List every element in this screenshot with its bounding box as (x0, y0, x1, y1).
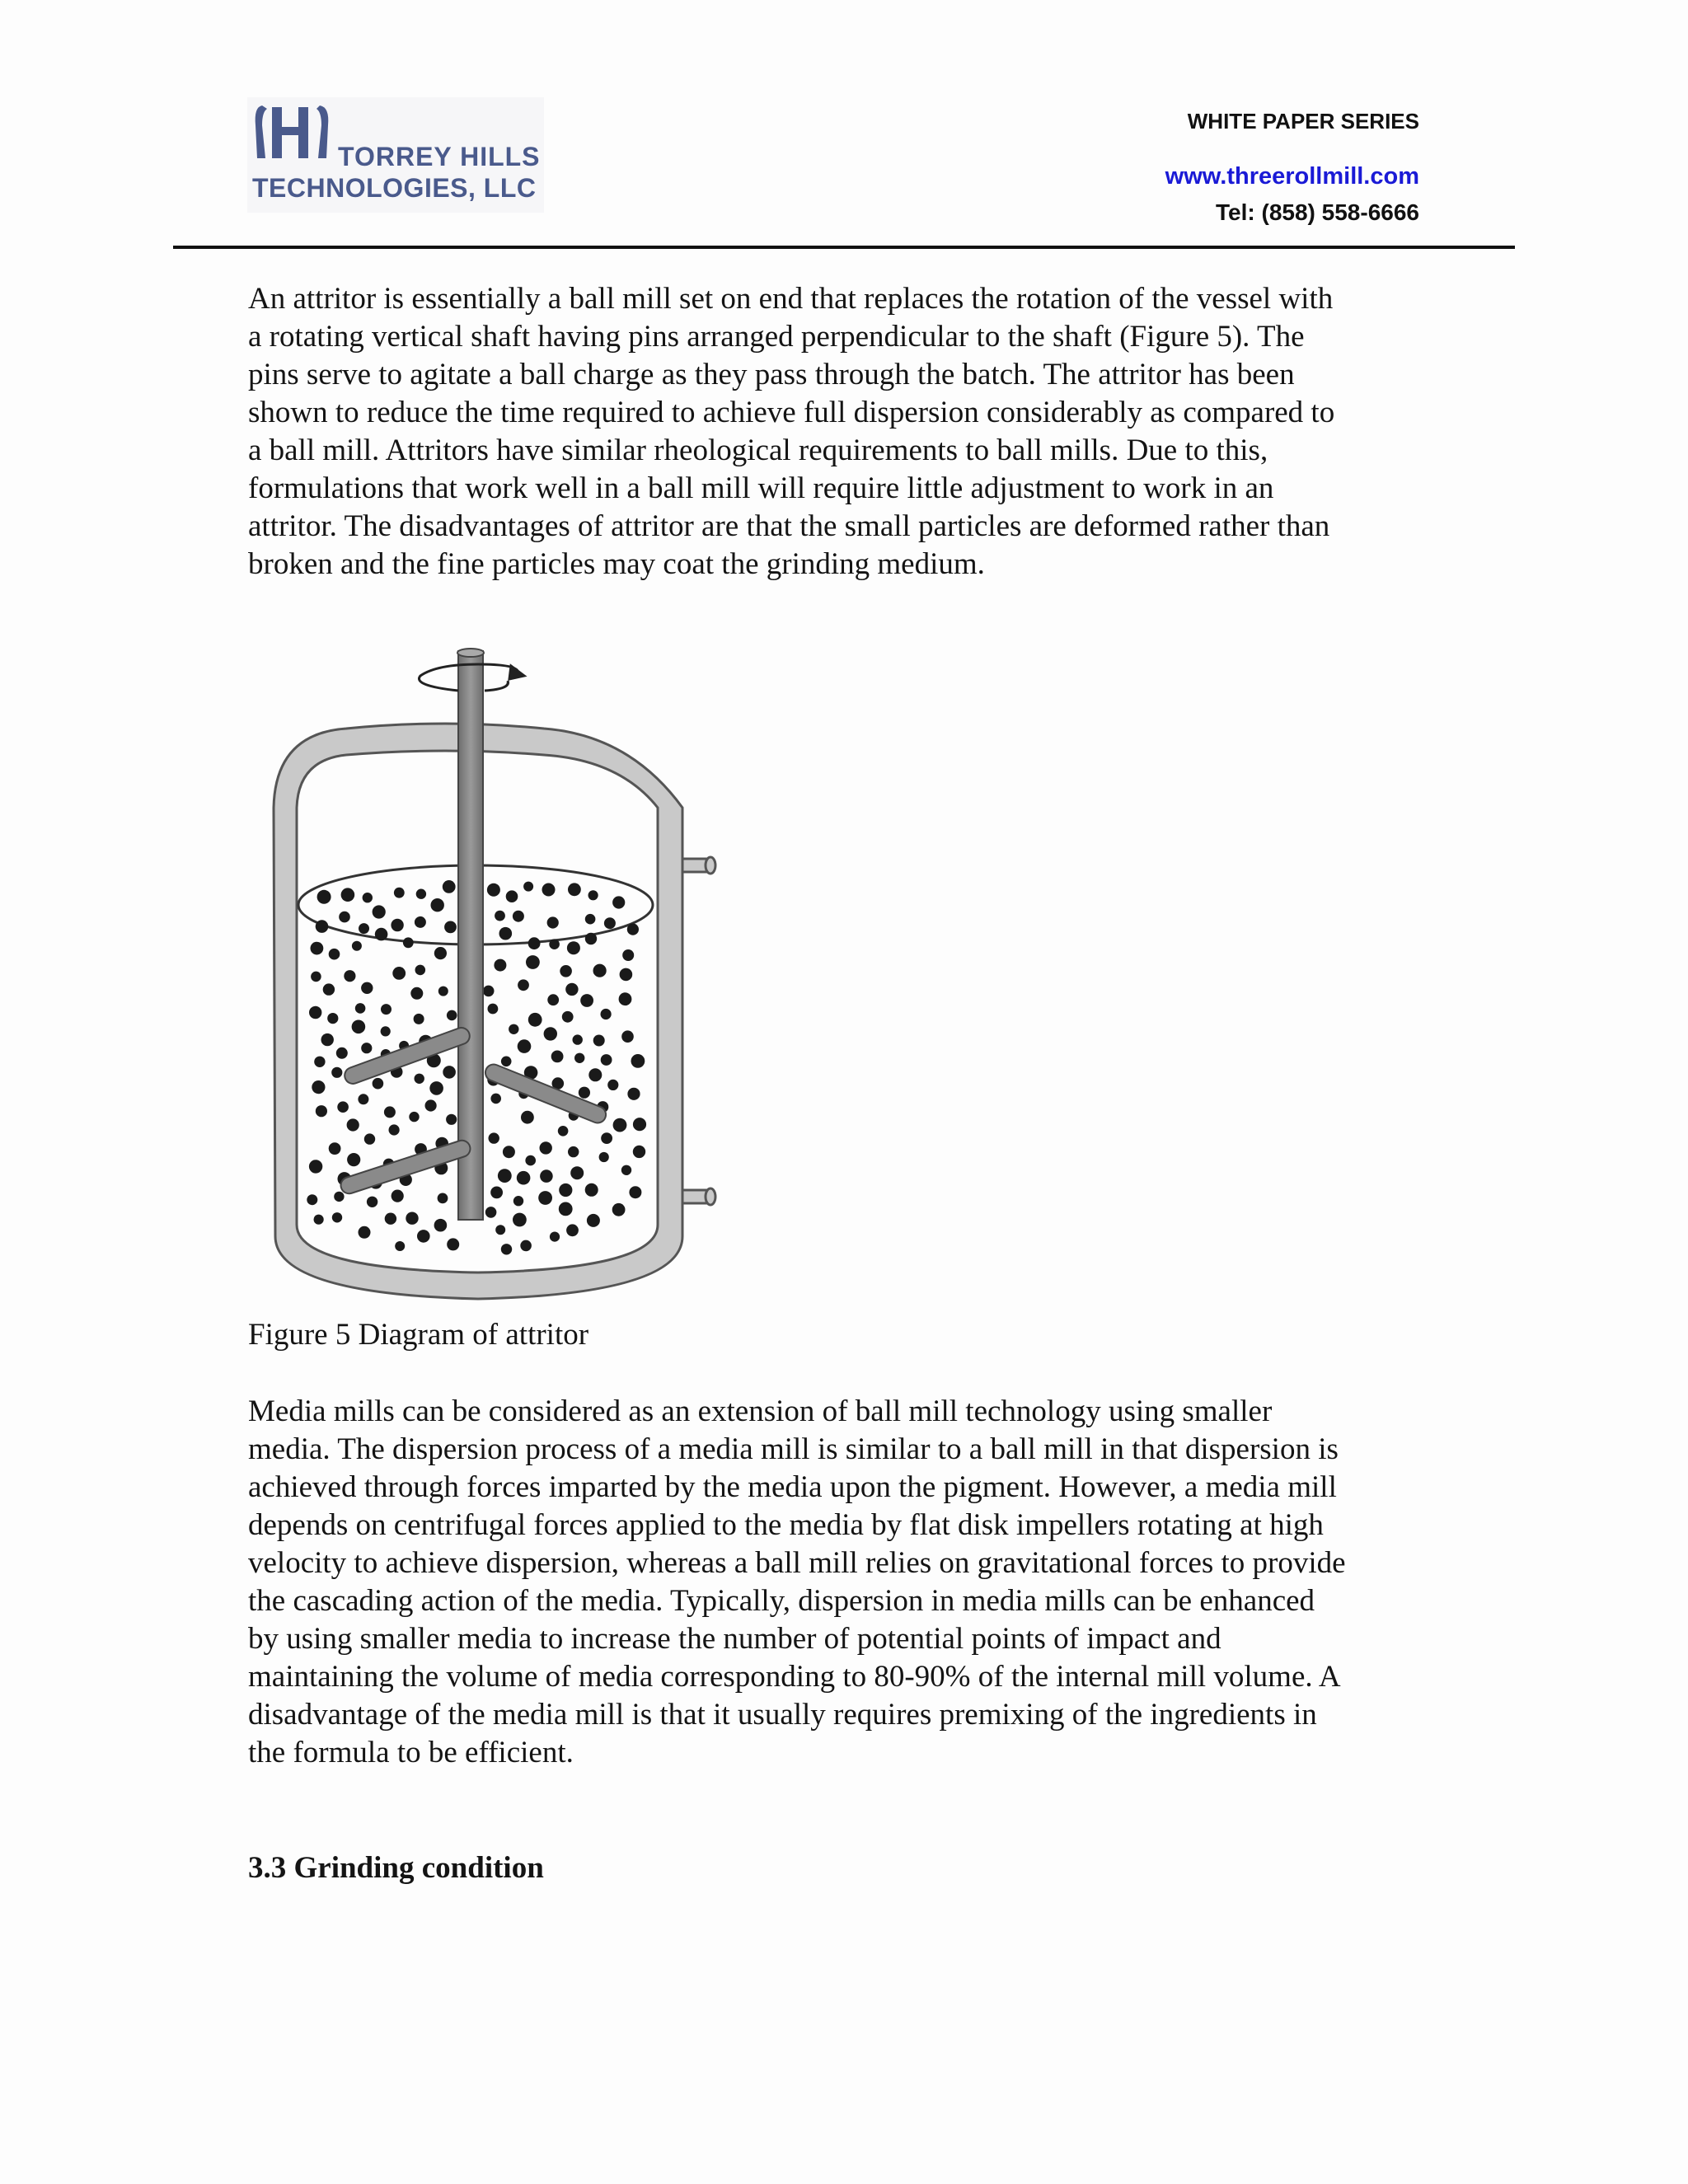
media-ball (447, 1238, 459, 1250)
media-ball (495, 1225, 505, 1235)
media-ball (339, 912, 350, 923)
media-ball (361, 982, 373, 994)
media-ball (593, 964, 607, 977)
company-logo (247, 97, 544, 213)
media-ball (355, 1003, 366, 1014)
media-ball (443, 880, 456, 893)
media-ball (567, 941, 580, 954)
text-line: media. The dispersion process of a media mill is similar to a ball mill in that dispersion is (248, 1432, 1339, 1466)
media-ball (488, 1004, 499, 1015)
media-ball (347, 1118, 359, 1131)
text-line: depends on centrifugal forces applied to the media by flat disk impellers rotating at high (248, 1508, 1324, 1542)
media-ball (364, 1133, 375, 1144)
text-line: broken and the fine particles may coat the grinding medium. (248, 547, 985, 581)
media-ball (375, 928, 388, 941)
media-ball (506, 890, 518, 902)
website-link[interactable]: www.threerollmill.com (1165, 163, 1419, 190)
media-ball (309, 1006, 321, 1019)
media-ball (316, 1105, 327, 1117)
media-ball (329, 949, 340, 960)
media-ball (391, 919, 403, 931)
media-ball (361, 1043, 372, 1053)
media-ball (547, 916, 559, 928)
media-ball (352, 1020, 366, 1034)
paragraph-media-mills (248, 1393, 1451, 1772)
text-line: the cascading action of the media. Typically, dispersion in media mills can be enhanced (248, 1584, 1315, 1618)
media-ball (604, 917, 616, 929)
header-divider (173, 246, 1515, 249)
media-ball (431, 898, 444, 912)
media-ball (392, 967, 406, 980)
media-ball (568, 1146, 579, 1157)
media-ball (381, 1004, 392, 1015)
media-ball (568, 883, 581, 896)
media-ball (518, 1039, 532, 1053)
media-ball (540, 1169, 553, 1183)
media-ball (494, 959, 506, 972)
media-ball (410, 987, 423, 1000)
media-ball (601, 1132, 612, 1144)
media-ball (551, 1051, 564, 1063)
text-line: disadvantage of the media mill is that it usually requires premixing of the ingredients in (248, 1698, 1317, 1732)
media-ball (446, 1114, 457, 1125)
attritor-diagram (264, 643, 725, 1302)
media-ball (363, 893, 373, 902)
text-line: by using smaller media to increase the number of potential points of impact and (248, 1622, 1221, 1656)
media-ball (483, 986, 495, 997)
media-ball (587, 1214, 600, 1227)
media-ball (518, 979, 529, 991)
media-ball (538, 1191, 552, 1205)
media-ball (495, 911, 505, 921)
media-ball (622, 949, 634, 961)
media-ball (585, 933, 597, 944)
media-ball (406, 1212, 418, 1225)
text-line: attritor. The disadvantages of attritor are that the small particles are deformed rather than (248, 509, 1330, 543)
media-ball (550, 1232, 560, 1242)
media-ball (403, 937, 414, 948)
media-ball (585, 914, 596, 925)
text-line: achieved through forces imparted by the media upon the pigment. However, a media mill (248, 1470, 1337, 1504)
text-line: a rotating vertical shaft having pins arranged perpendicular to the shaft (Figure 5). The (248, 320, 1305, 354)
media-ball (352, 941, 362, 951)
media-ball (434, 1219, 448, 1232)
media-ball (334, 1192, 344, 1202)
media-ball (384, 1106, 396, 1118)
media-ball (381, 1026, 391, 1036)
media-ball (311, 972, 321, 982)
media-ball (415, 965, 426, 976)
media-ball (394, 888, 405, 898)
media-ball (373, 905, 386, 918)
media-ball (562, 1011, 574, 1023)
media-ball (620, 968, 633, 982)
media-ball (409, 1112, 419, 1122)
media-ball (573, 1034, 583, 1044)
text-line: Media mills can be considered as an extension of ball mill technology using smaller (248, 1394, 1273, 1428)
media-ball (336, 1047, 348, 1059)
media-ball (526, 955, 540, 969)
media-ball (314, 1057, 325, 1067)
media-ball (513, 911, 524, 922)
media-ball (612, 1203, 626, 1216)
media-ball (311, 942, 324, 955)
media-ball (489, 1132, 499, 1143)
media-ball (490, 1187, 503, 1199)
media-ball (601, 1009, 612, 1019)
text-line: pins serve to agitate a ball charge as they pass through the batch. The attritor has been (248, 358, 1295, 391)
media-ball (447, 1010, 457, 1021)
media-ball (415, 1074, 424, 1084)
media-ball (607, 1080, 618, 1090)
text-line: velocity to achieve dispersion, whereas a ball mill relies on gravitational forces to provide (248, 1546, 1346, 1580)
media-ball (621, 1030, 634, 1043)
media-ball (580, 994, 593, 1007)
media-ball (566, 1224, 579, 1236)
media-ball (490, 1094, 501, 1104)
media-ball (329, 1142, 341, 1155)
media-ball (438, 1193, 448, 1204)
media-ball (331, 1067, 342, 1078)
text-line: the formula to be efficient. (248, 1736, 574, 1769)
media-ball (498, 1169, 512, 1183)
text-line: maintaining the volume of media corresponding to 80-90% of the internal mill volume. A (248, 1660, 1341, 1694)
paragraph-attritor (248, 280, 1451, 583)
media-ball (501, 1244, 512, 1254)
media-ball (501, 1057, 512, 1067)
media-ball (528, 937, 541, 949)
media-ball (416, 889, 426, 899)
media-ball (509, 1024, 518, 1034)
media-ball (544, 1027, 557, 1040)
media-ball (359, 1226, 371, 1239)
media-ball (309, 1160, 322, 1173)
media-ball (332, 1212, 342, 1222)
media-ball (347, 1153, 360, 1166)
media-ball (513, 1213, 527, 1227)
media-ball (547, 994, 559, 1005)
media-ball (395, 1241, 405, 1251)
media-ball (549, 939, 560, 949)
media-ball (358, 1094, 368, 1104)
company-name-line2: TECHNOLOGIES, LLC (252, 173, 537, 203)
media-ball (542, 883, 556, 897)
media-ball (523, 882, 533, 892)
media-ball (558, 1126, 569, 1137)
media-ball (588, 1068, 602, 1081)
media-ball (341, 888, 355, 902)
media-ball (521, 1111, 534, 1124)
media-ball (593, 1035, 605, 1047)
media-ball (316, 920, 329, 933)
media-ball (417, 1230, 430, 1243)
company-name-line1: TORREY HILLS (338, 142, 541, 171)
media-ball (392, 1190, 404, 1202)
media-ball (415, 916, 426, 928)
media-ball (613, 1118, 627, 1132)
media-ball (344, 970, 355, 982)
media-ball (314, 1215, 324, 1225)
media-ball (560, 965, 572, 977)
text-line: a ball mill. Attritors have similar rheological requirements to ball mills. Due to this, (248, 434, 1268, 467)
media-ball (579, 1087, 590, 1099)
media-ball (525, 1155, 536, 1166)
media-ball (337, 1101, 349, 1113)
text-line: formulations that work well in a ball mill will require little adjustment to work in an (248, 471, 1274, 505)
media-ball (528, 1013, 542, 1027)
media-ball (503, 1146, 515, 1158)
media-ball (540, 1141, 552, 1154)
media-ball (633, 1118, 646, 1131)
media-ball (367, 1197, 377, 1207)
media-ball (612, 896, 625, 908)
media-ball (619, 992, 632, 1005)
media-ball (487, 883, 500, 897)
media-ball (633, 1146, 645, 1158)
media-ball (443, 1066, 456, 1079)
figure-caption: Figure 5 Diagram of attritor (248, 1318, 589, 1352)
media-ball (599, 1152, 609, 1162)
media-ball (414, 1014, 424, 1024)
media-ball (444, 921, 457, 934)
media-ball (327, 1013, 338, 1024)
text-line: shown to reduce the time required to achieve full dispersion considerably as compared to (248, 396, 1335, 429)
media-ball (520, 1240, 532, 1252)
media-ball (434, 947, 447, 959)
media-ball (321, 1033, 334, 1046)
phone-number: Tel: (858) 558-6666 (1216, 199, 1419, 225)
media-ball (385, 1213, 396, 1225)
media-ball (499, 927, 513, 940)
media-ball (485, 1207, 497, 1218)
media-ball (588, 890, 598, 900)
media-ball (570, 1166, 584, 1179)
media-ball (389, 1124, 400, 1135)
media-ball (359, 923, 369, 934)
media-ball (425, 1099, 437, 1111)
th-logo-icon (251, 101, 341, 175)
shaft-top (457, 649, 484, 657)
media-ball (517, 1171, 531, 1185)
text-line: An attritor is essentially a ball mill set on end that replaces the rotation of the vessel with (248, 282, 1334, 316)
media-ball (307, 1194, 317, 1205)
jacket-ports (682, 857, 715, 1205)
media-ball (559, 1202, 573, 1216)
agitator-shaft (458, 651, 483, 1220)
series-label: WHITE PAPER SERIES (1187, 109, 1419, 134)
media-ball (317, 890, 331, 904)
section-heading: 3.3 Grinding condition (248, 1851, 544, 1885)
media-ball (621, 1165, 631, 1175)
media-ball (574, 1053, 584, 1063)
media-ball (629, 1186, 641, 1198)
media-ball (513, 1196, 523, 1206)
media-ball (601, 1054, 612, 1066)
media-ball (627, 1088, 640, 1100)
media-ball (559, 1183, 572, 1197)
media-ball (312, 1080, 325, 1094)
media-ball (438, 987, 448, 996)
media-ball (565, 983, 578, 996)
media-ball (323, 983, 335, 995)
media-ball (631, 1054, 645, 1068)
media-ball (429, 1081, 443, 1095)
media-ball (627, 924, 639, 935)
media-ball (585, 1183, 598, 1197)
media-ball (373, 1078, 384, 1090)
